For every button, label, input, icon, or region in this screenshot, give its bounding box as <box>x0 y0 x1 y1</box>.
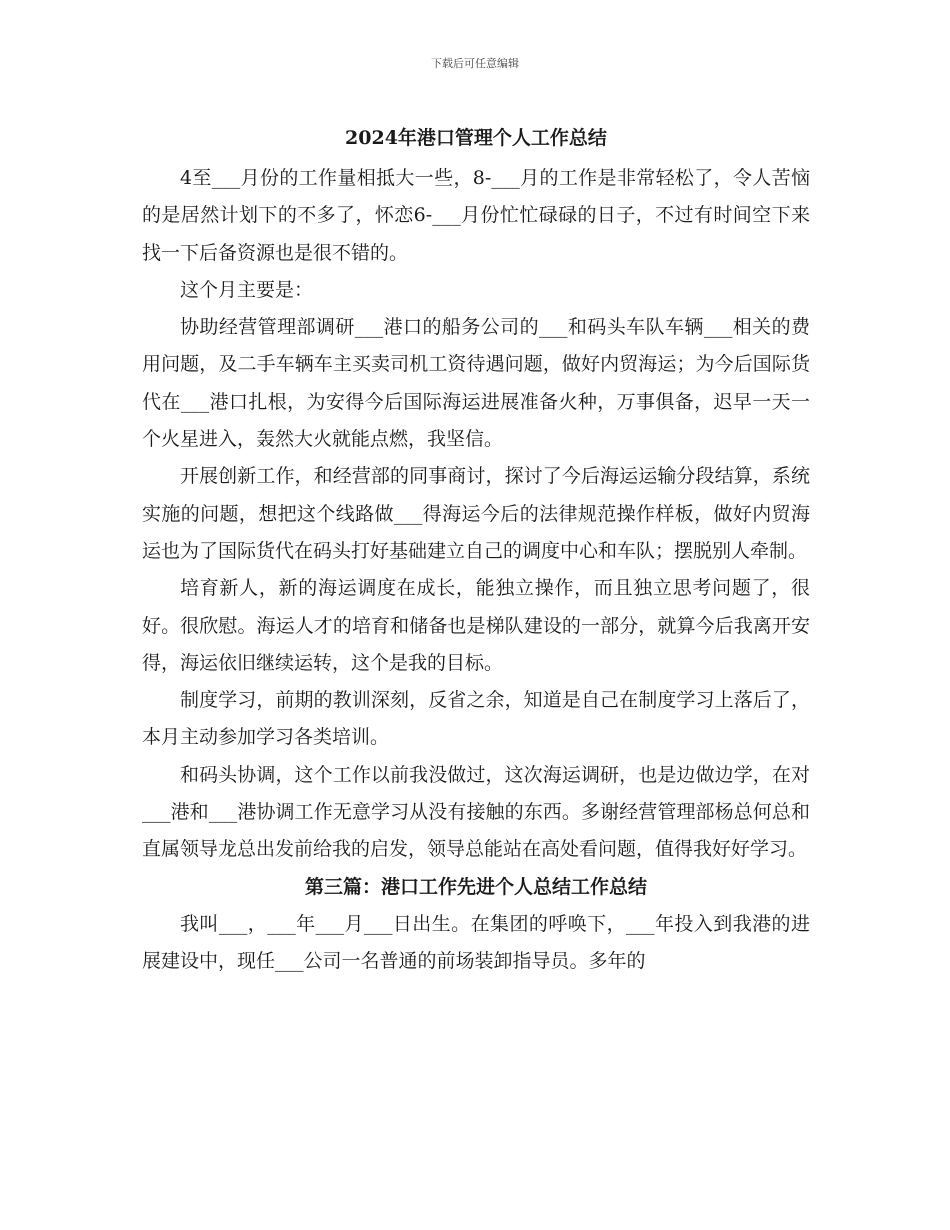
paragraph: 和码头协调，这个工作以前我没做过，这次海运调研，也是边做边学，在对___港和___港协调工作无意学习从没有接触的东西。多谢经营管理部杨总何总和直属领导龙总出发前给我的启发，领导总能站在高处看问题，值得我好好学习。 <box>142 763 810 861</box>
paragraph: 这个月主要是： <box>180 278 314 301</box>
paragraph: 我叫___，___年___月___日出生。在集团的呼唤下，___年投入到我港的进展建设中，现任___公司一名普通的前场装卸指导员。多年的 <box>142 912 810 973</box>
paragraph: 开展创新工作，和经营部的同事商讨，探讨了今后海运运输分段结算，系统实施的问题，想把这个线路做___得海运今后的法律规范操作样板，做好内贸海运也为了国际货代在码头打好基础建立自己的调度中心和车队；摆脱别人牵制。 <box>142 465 810 562</box>
paragraph: 培育新人，新的海运调度在成长，能独立操作，而且独立思考问题了，很好。很欣慰。海运人才的培育和储备也是梯队建设的一部分，就算今后我离开安得，海运依旧继续运转，这个是我的目标。 <box>142 577 810 674</box>
document-title: 2024年港口管理个人工作总结 <box>345 127 607 149</box>
paragraph: 协助经营管理部调研___港口的船务公司的___和码头车队车辆___相关的费用问题，及二手车辆车主买卖司机工资待遇问题，做好内贸海运；为今后国际货代在___港口扎根，为安得今后国际海运进展准备火种，万事俱备，迟早一天一个火星进入，轰然大火就能点燃，我坚信。 <box>142 316 810 451</box>
paragraph: 4至___月份的工作量相抵大一些，8-___月的工作是非常轻松了，令人苦恼的是居然计划下的不多了，怀恋6-___月份忙忙碌碌的日子，不过有时间空下来找一下后备资源也是很不错的。 <box>142 167 810 264</box>
section-title: 第三篇：港口工作先进个人总结工作总结 <box>304 875 647 898</box>
page-header-note: 下载后可任意编辑 <box>431 57 519 70</box>
paragraph: 制度学习，前期的教训深刻，反省之余，知道是自己在制度学习上落后了，本月主动参加学习各类培训。 <box>142 689 810 749</box>
document-body <box>142 118 810 981</box>
